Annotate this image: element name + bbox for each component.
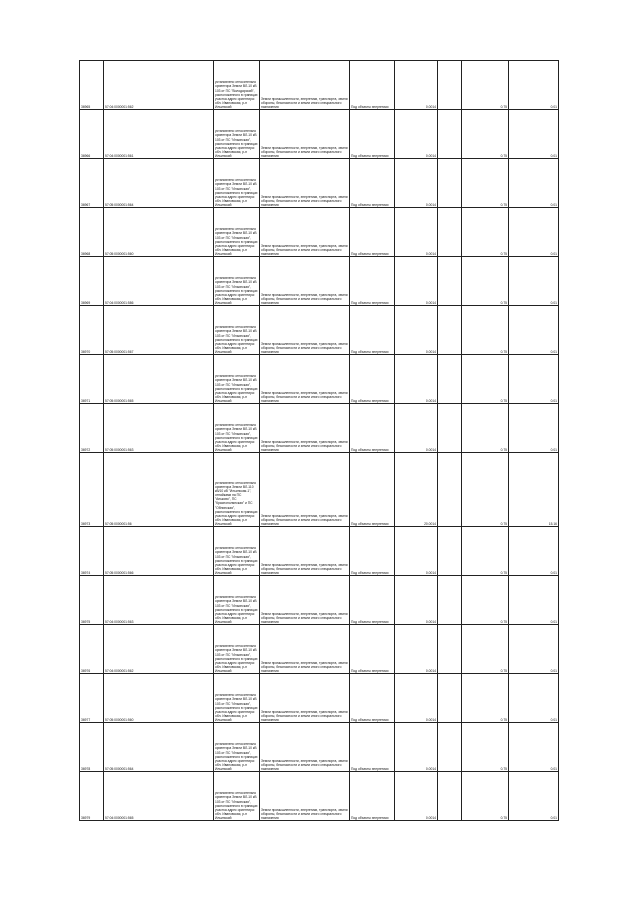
tax-amount: 0.01	[509, 159, 559, 208]
permitted-use: Под объекты энергетики	[350, 527, 395, 576]
location-description: установлено относительно ориентира Земли ВЛ-10 кВ 103 от ПС "Ильинская", расположенного в границах участка адрес ориентира: обл. Ивановская, р-н Ильинский	[214, 257, 260, 306]
table-row	[80, 723, 559, 772]
land-plots-table	[79, 60, 559, 821]
land-category: Земли промышленности, энергетики, транспорта, земли обороны, безопасности и земли иного специального назначения	[260, 625, 350, 674]
tax-rate: 0.75	[462, 306, 509, 355]
empty-cell	[438, 625, 462, 674]
cadastral-number: 57:05:0000001:560	[104, 674, 214, 723]
cadastral-number: 57:04:0000001:562	[104, 61, 214, 110]
cadastral-number: 57:05:0000001:56	[104, 453, 214, 527]
empty-cell	[438, 61, 462, 110]
tax-rate: 0.75	[462, 208, 509, 257]
location-description: установлено относительно ориентира Земли ВЛ-10 кВ 103 от ПС "Володарский", расположенного в границах участка адрес ориентира: обл. Ивановская, р-н Ильинский	[214, 61, 260, 110]
permitted-use: Под объекты энергетики	[350, 257, 395, 306]
cadastral-number: 57:05:0000001:565	[104, 355, 214, 404]
tax-amount: 0.01	[509, 527, 559, 576]
area-value: 0.0014	[395, 61, 438, 110]
cadastral-number: 57:04:0000001:562	[104, 625, 214, 674]
table-body	[80, 61, 559, 821]
cadastral-number: 57:05:0000001:567	[104, 306, 214, 355]
cadastral-number: 57:05:0000001:564	[104, 723, 214, 772]
land-category: Земли промышленности, энергетики, транспорта, земли обороны, безопасности и земли иного специального назначения	[260, 772, 350, 821]
area-value: 0.0014	[395, 306, 438, 355]
tax-amount: 0.01	[509, 355, 559, 404]
tax-rate: 0.75	[462, 453, 509, 527]
table-row	[80, 208, 559, 257]
row-number: 36973	[80, 453, 104, 527]
area-value: 0.0014	[395, 723, 438, 772]
table-row	[80, 674, 559, 723]
tax-amount: 0.01	[509, 257, 559, 306]
row-number: 36970	[80, 306, 104, 355]
tax-rate: 0.75	[462, 61, 509, 110]
row-number: 36975	[80, 576, 104, 625]
row-number: 36968	[80, 208, 104, 257]
permitted-use: Под объекты энергетики	[350, 453, 395, 527]
empty-cell	[438, 208, 462, 257]
location-description: установлено относительно ориентира Земли ВЛ-10 кВ 103 от ПС "Ильинская", расположенного в границах участка адрес ориентира: обл. Ивановская, р-н Ильинский	[214, 625, 260, 674]
tax-amount: 0.01	[509, 772, 559, 821]
area-value: 0.0014	[395, 208, 438, 257]
area-value: 0.0014	[395, 257, 438, 306]
area-value: 0.0014	[395, 159, 438, 208]
row-number: 36977	[80, 674, 104, 723]
table-row	[80, 61, 559, 110]
land-category: Земли промышленности, энергетики, транспорта, земли обороны, безопасности и земли иного специального назначения	[260, 306, 350, 355]
permitted-use: Под объекты энергетики	[350, 576, 395, 625]
tax-amount: 0.01	[509, 110, 559, 159]
row-number: 36972	[80, 404, 104, 453]
permitted-use: Под объекты энергетики	[350, 723, 395, 772]
tax-rate: 0.75	[462, 159, 509, 208]
empty-cell	[438, 576, 462, 625]
row-number: 36976	[80, 625, 104, 674]
permitted-use: Под объекты энергетики	[350, 61, 395, 110]
row-number: 36969	[80, 257, 104, 306]
tax-rate: 0.75	[462, 257, 509, 306]
table-row	[80, 404, 559, 453]
empty-cell	[438, 723, 462, 772]
cadastral-number: 57:04:0000001:565	[104, 772, 214, 821]
permitted-use: Под объекты энергетики	[350, 110, 395, 159]
location-description: установлено относительно ориентира Земли ВЛ-10 кВ 103 от ПС "Ильинская", расположенного в границах участка адрес ориентира: обл. Ивановская, р-н Ильинский	[214, 110, 260, 159]
row-number: 36979	[80, 772, 104, 821]
tax-rate: 0.75	[462, 625, 509, 674]
tax-rate: 0.75	[462, 110, 509, 159]
location-description: установлено относительно ориентира Земли ВЛ-10 кВ 103 от ПС "Ильинская", расположенного в границах участка адрес ориентира: обл. Ивановская, р-н Ильинский	[214, 208, 260, 257]
land-category: Земли промышленности, энергетики, транспорта, земли обороны, безопасности и земли иного специального назначения	[260, 723, 350, 772]
row-number: 36971	[80, 355, 104, 404]
row-number: 36967	[80, 159, 104, 208]
location-description: установлено относительно ориентира Земли ВЛ-10 кВ 103 от ПС "Ильинская", расположенного в границах участка адрес ориентира: обл. Ивановская, р-н Ильинский	[214, 306, 260, 355]
permitted-use: Под объекты энергетики	[350, 306, 395, 355]
tax-amount: 0.01	[509, 208, 559, 257]
table-row	[80, 306, 559, 355]
tax-amount: 15.16	[509, 453, 559, 527]
area-value: 0.0014	[395, 527, 438, 576]
area-value: 0.0014	[395, 404, 438, 453]
permitted-use: Под объекты энергетики	[350, 625, 395, 674]
area-value: 0.0014	[395, 625, 438, 674]
land-category: Земли промышленности, энергетики, транспорта, земли обороны, безопасности и земли иного специального назначения	[260, 453, 350, 527]
empty-cell	[438, 257, 462, 306]
empty-cell	[438, 772, 462, 821]
permitted-use: Под объекты энергетики	[350, 159, 395, 208]
tax-rate: 0.75	[462, 723, 509, 772]
permitted-use: Под объекты энергетики	[350, 208, 395, 257]
tax-rate: 0.75	[462, 772, 509, 821]
empty-cell	[438, 306, 462, 355]
table-row	[80, 527, 559, 576]
table-row	[80, 576, 559, 625]
permitted-use: Под объекты энергетики	[350, 674, 395, 723]
empty-cell	[438, 404, 462, 453]
cadastral-number: 57:05:0000001:560	[104, 208, 214, 257]
empty-cell	[438, 674, 462, 723]
area-value: 0.0014	[395, 110, 438, 159]
row-number: 36978	[80, 723, 104, 772]
tax-amount: 0.01	[509, 723, 559, 772]
empty-cell	[438, 159, 462, 208]
table-row	[80, 110, 559, 159]
table-row	[80, 257, 559, 306]
table-row	[80, 355, 559, 404]
empty-cell	[438, 453, 462, 527]
empty-cell	[438, 527, 462, 576]
cadastral-number: 57:05:0000001:563	[104, 404, 214, 453]
cadastral-number: 57:05:0000001:566	[104, 527, 214, 576]
empty-cell	[438, 355, 462, 404]
tax-amount: 0.01	[509, 625, 559, 674]
area-value: 0.0014	[395, 355, 438, 404]
cadastral-number: 57:04:0000001:561	[104, 110, 214, 159]
land-category: Земли промышленности, энергетики, транспорта, земли обороны, безопасности и земли иного специального назначения	[260, 257, 350, 306]
tax-rate: 0.75	[462, 674, 509, 723]
tax-amount: 0.01	[509, 61, 559, 110]
location-description: установлено относительно ориентира Земли ВЛ-10 кВ 103 от ПС "Ильинская", расположенного в границах участка адрес ориентира: обл. Ивановская, р-н Ильинский	[214, 723, 260, 772]
location-description: установлено относительно ориентира Земли ВЛ-10 кВ 103 от ПС "Ильинская", расположенного в границах участка адрес ориентира: обл. Ивановская, р-н Ильинский	[214, 576, 260, 625]
location-description: установлено относительно ориентира Земли ВЛ-10 кВ 103 от ПС "Ильинская", расположенного в границах участка адрес ориентира: обл. Ивановская, р-н Ильинский	[214, 404, 260, 453]
tax-rate: 0.75	[462, 404, 509, 453]
land-category: Земли промышленности, энергетики, транспорта, земли обороны, безопасности и земли иного специального назначения	[260, 159, 350, 208]
tax-amount: 0.01	[509, 576, 559, 625]
table-row	[80, 453, 559, 527]
tax-rate: 0.75	[462, 355, 509, 404]
tax-amount: 0.01	[509, 674, 559, 723]
permitted-use: Под объекты энергетики	[350, 404, 395, 453]
permitted-use: Под объекты энергетики	[350, 772, 395, 821]
location-description: установлено относительно ориентира Земли ВЛ-10 кВ 103 от ПС "Ильинская", расположенного в границах участка адрес ориентира: обл. Ивановская, р-н Ильинский	[214, 674, 260, 723]
tax-amount: 0.01	[509, 404, 559, 453]
permitted-use: Под объекты энергетики	[350, 355, 395, 404]
row-number: 36965	[80, 61, 104, 110]
location-description: установлено относительно ориентира Земли ВЛ-10 кВ 103 от ПС "Ильинская", расположенного в границах участка адрес ориентира: обл. Ивановская, р-н Ильинский	[214, 772, 260, 821]
land-category: Земли промышленности, энергетики, транспорта, земли обороны, безопасности и земли иного специального назначения	[260, 527, 350, 576]
location-description: установлено относительно ориентира Земли ВЛ-10 кВ 103 от ПС "Ильинская", расположенного в границах участка адрес ориентира: обл. Ивановская, р-н Ильинский	[214, 159, 260, 208]
land-category: Земли промышленности, энергетики, транспорта, земли обороны, безопасности и земли иного специального назначения	[260, 208, 350, 257]
table-row	[80, 159, 559, 208]
land-category: Земли промышленности, энергетики, транспорта, земли обороны, безопасности и земли иного специального назначения	[260, 355, 350, 404]
cadastral-number: 57:04:0000001:563	[104, 576, 214, 625]
table-row	[80, 772, 559, 821]
land-category: Земли промышленности, энергетики, транспорта, земли обороны, безопасности и земли иного специального назначения	[260, 674, 350, 723]
land-category: Земли промышленности, энергетики, транспорта, земли обороны, безопасности и земли иного специального назначения	[260, 404, 350, 453]
tax-amount: 0.01	[509, 306, 559, 355]
cadastral-number: 57:04:0000001:586	[104, 257, 214, 306]
area-value: 0.0014	[395, 674, 438, 723]
table-row	[80, 625, 559, 674]
tax-rate: 0.75	[462, 527, 509, 576]
row-number: 36974	[80, 527, 104, 576]
location-description: установлено относительно ориентира Земли ВЛ-10 кВ 103 от ПС "Ильинская", расположенного в границах участка адрес ориентира: обл. Ивановская, р-н Ильинский	[214, 355, 260, 404]
land-category: Земли промышленности, энергетики, транспорта, земли обороны, безопасности и земли иного специального назначения	[260, 110, 350, 159]
area-value: 0.0014	[395, 576, 438, 625]
location-description: установлено относительно ориентира Земли ВЛ-10 кВ 103 от ПС "Ильинская", расположенного в границах участка адрес ориентира: обл. Ивановская, р-н Ильинский	[214, 527, 260, 576]
cadastral-number: 57:05:0000001:564	[104, 159, 214, 208]
tax-rate: 0.75	[462, 576, 509, 625]
empty-cell	[438, 110, 462, 159]
area-value: 20.0014	[395, 453, 438, 527]
location-description: установлено относительно ориентира Земли ВЛ-110 кВ/10 кВ "Ильинская-1", отпайками на ПС "Аньково", ПС "Краснополянская" и ПС "Обнинская", расположенного в границах участка адрес ориентира: обл. Ивановская, р-н Ильинский	[214, 453, 260, 527]
land-category: Земли промышленности, энергетики, транспорта, земли обороны, безопасности и земли иного специального назначения	[260, 61, 350, 110]
row-number: 36966	[80, 110, 104, 159]
area-value: 0.0014	[395, 772, 438, 821]
land-category: Земли промышленности, энергетики, транспорта, земли обороны, безопасности и земли иного специального назначения	[260, 576, 350, 625]
